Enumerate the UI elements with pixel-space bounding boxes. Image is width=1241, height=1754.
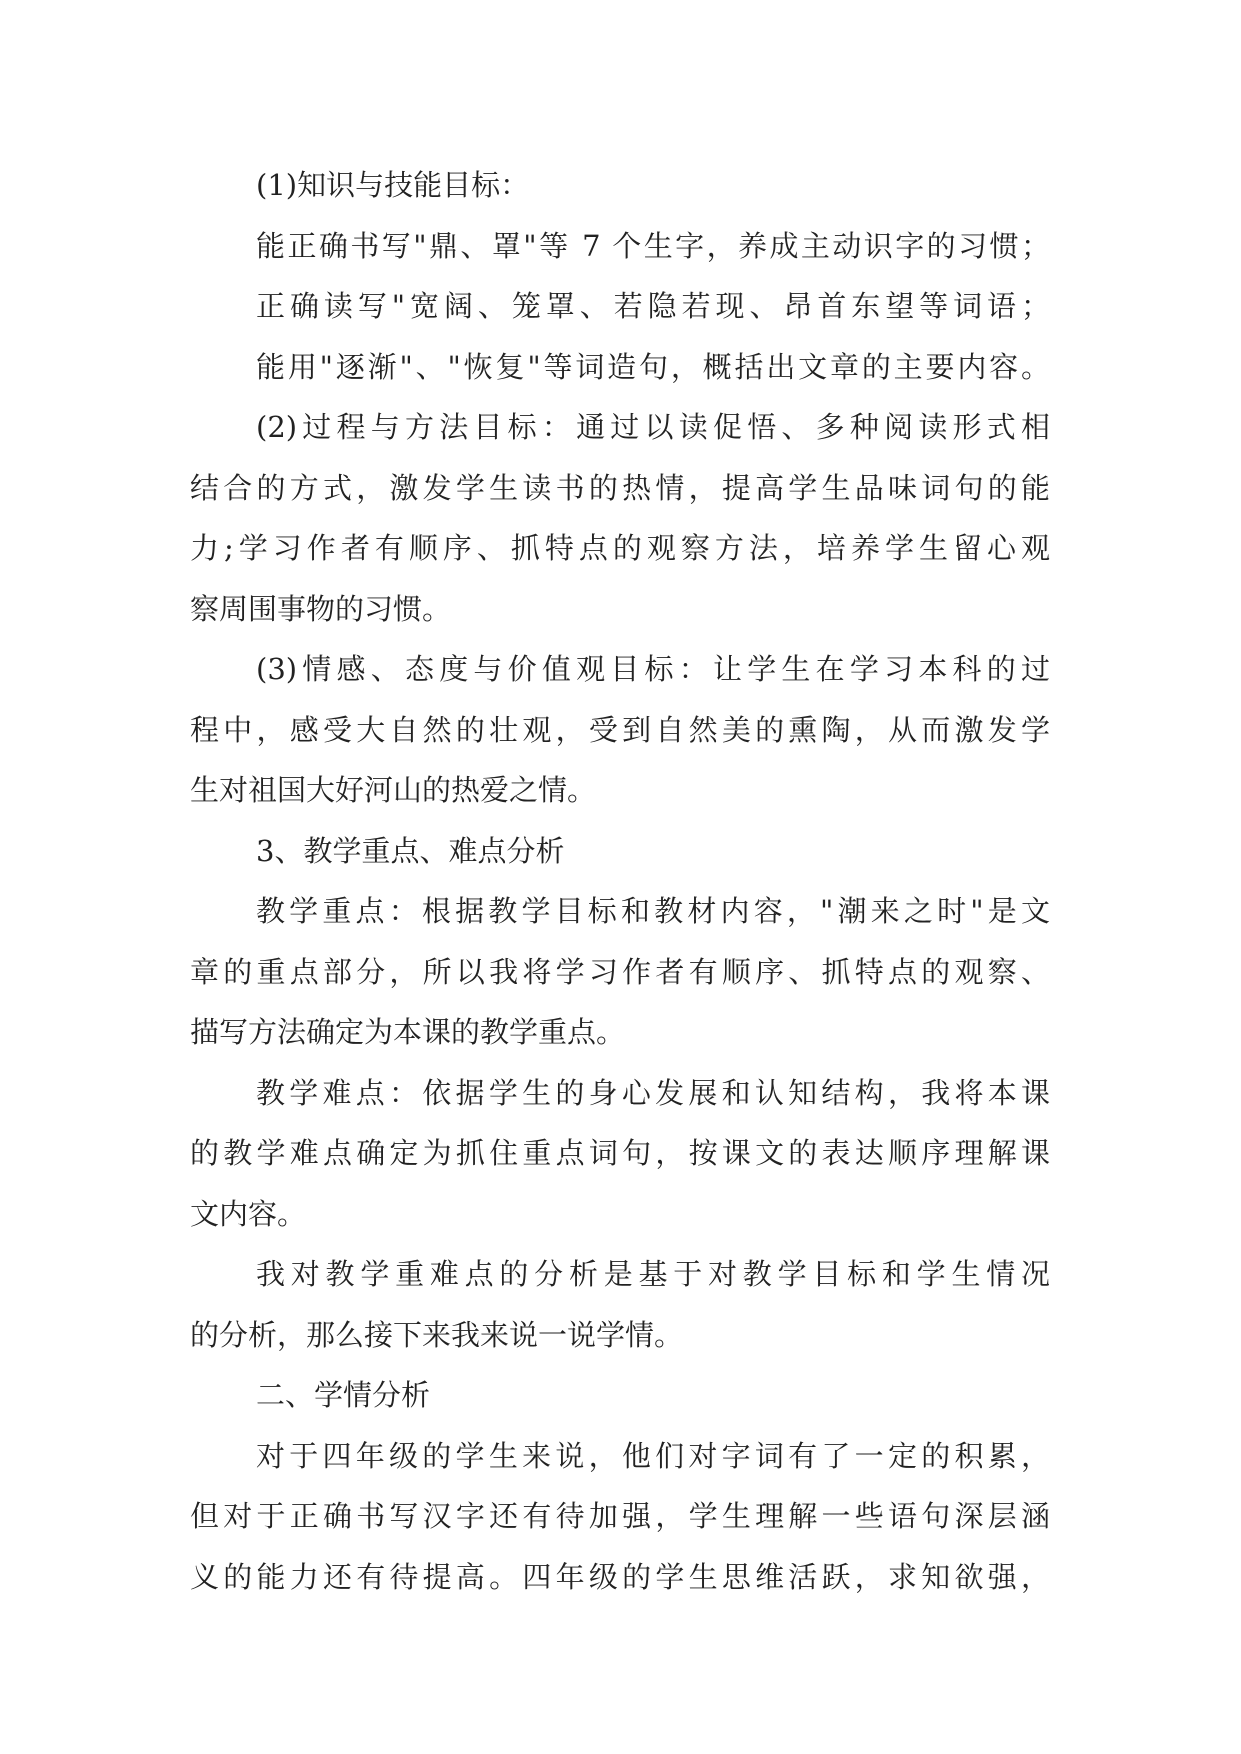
paragraph-line: 力;学习作者有顺序、抓特点的观察方法，培养学生留心观	[190, 531, 1050, 565]
paragraph-line: 文内容。	[190, 1196, 307, 1231]
paragraph-line: 描写方法确定为本课的教学重点。	[190, 1015, 626, 1049]
paragraph-line: 但对于正确书写汉字还有待加强，学生理解一些语句深层涵	[190, 1499, 1050, 1533]
document-body	[190, 155, 1050, 1607]
paragraph-line: 教学难点：依据学生的身心发展和认知结构，我将本课	[256, 1075, 1050, 1110]
paragraph-line: 结合的方式，激发学生读书的热情，提高学生品味词句的能	[190, 470, 1050, 505]
paragraph-line: (2)过程与方法目标：通过以读促悟、多种阅读形式相	[256, 410, 1050, 444]
heading-key-difficult-points: 3、教学重点、难点分析	[256, 833, 565, 868]
paragraph-line: 章的重点部分，所以我将学习作者有顺序、抓特点的观察、	[190, 954, 1050, 989]
paragraph-line: 的教学难点确定为抓住重点词句，按课文的表达顺序理解课	[190, 1136, 1050, 1170]
paragraph-line: 程中，感受大自然的壮观，受到自然美的熏陶，从而激发学	[190, 712, 1050, 747]
paragraph-line: 义的能力还有待提高。四年级的学生思维活跃，求知欲强，	[190, 1559, 1050, 1594]
paragraph-line: 的分析，那么接下来我来说一说学情。	[190, 1317, 684, 1352]
paragraph-line: 能用"逐渐"、"恢复"等词造句，概括出文章的主要内容。	[256, 349, 1050, 384]
paragraph-line: 对于四年级的学生来说，他们对字词有了一定的积累，	[256, 1438, 1050, 1473]
paragraph-line: 察周围事物的习惯。	[190, 591, 452, 626]
paragraph-line: 我对教学重难点的分析是基于对教学目标和学生情况	[256, 1257, 1050, 1291]
paragraph-line: 正确读写"宽阔、笼罩、若隐若现、昂首东望等词语；	[256, 289, 1050, 323]
paragraph-line: 生对祖国大好河山的热爱之情。	[190, 773, 597, 807]
paragraph-line: (3)情感、态度与价值观目标：让学生在学习本科的过	[256, 652, 1050, 686]
paragraph-line: 能正确书写"鼎、罩"等 7 个生字，养成主动识字的习惯；	[256, 228, 1050, 263]
heading-knowledge-goals: (1)知识与技能目标：	[256, 168, 530, 202]
heading-learning-analysis: 二、学情分析	[256, 1378, 431, 1412]
paragraph-line: 教学重点：根据教学目标和教材内容，"潮来之时"是文	[256, 894, 1050, 928]
